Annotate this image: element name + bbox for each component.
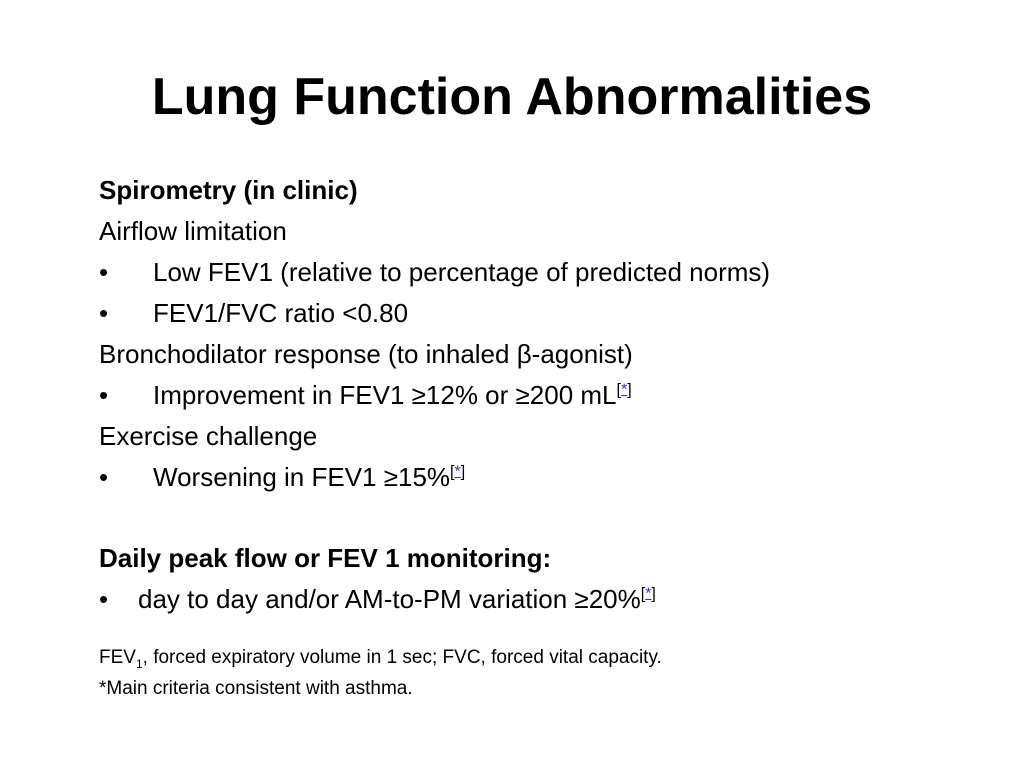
ref-bracket-close: ] xyxy=(651,585,656,603)
ref-bracket-open: [ xyxy=(450,463,455,481)
footnote-definitions: , forced expiratory volume in 1 sec; FVC, forced vital capacity. xyxy=(142,647,662,668)
bullet-icon: • xyxy=(99,584,109,614)
airflow-heading: Airflow limitation xyxy=(99,216,287,246)
bullet-text: day to day and/or AM-to-PM variation ≥20% xyxy=(138,584,641,614)
reference-marker xyxy=(450,463,465,480)
list-item xyxy=(99,579,979,620)
slide-body xyxy=(99,170,979,704)
monitoring-heading: Daily peak flow or FEV 1 monitoring: xyxy=(99,543,552,573)
bullet-text: Low FEV1 (relative to percentage of predicted norms) xyxy=(153,257,771,287)
ref-bracket-open: [ xyxy=(640,585,646,603)
bullet-icon: • xyxy=(99,257,109,287)
list-item xyxy=(99,293,979,334)
footnote-criteria: *Main criteria consistent with asthma. xyxy=(99,678,413,699)
spirometry-heading: Spirometry (in clinic) xyxy=(99,175,358,205)
slide-title: Lung Function Abnormalities xyxy=(151,68,873,126)
footnote-subscript: 1 xyxy=(135,656,143,671)
bullet-icon: • xyxy=(99,462,109,492)
reference-link[interactable]: * xyxy=(645,585,652,603)
reference-link[interactable]: * xyxy=(454,463,461,481)
spacer xyxy=(99,620,979,642)
bullet-icon: • xyxy=(99,298,109,328)
ref-bracket-close: ] xyxy=(627,381,632,399)
bullet-text: Worsening in FEV1 ≥15% xyxy=(153,462,451,492)
footnote-abbreviations xyxy=(99,642,979,673)
list-item xyxy=(99,457,979,498)
ref-bracket-close: ] xyxy=(460,463,466,481)
reference-link[interactable]: * xyxy=(620,381,628,399)
list-item xyxy=(99,375,979,416)
bullet-text: FEV1/FVC ratio <0.80 xyxy=(153,298,409,328)
bullet-icon: • xyxy=(99,380,109,410)
bullet-text: Improvement in FEV1 ≥12% or ≥200 mL xyxy=(153,380,617,410)
reference-marker xyxy=(617,381,632,398)
spacer xyxy=(99,498,979,538)
bronchodilator-heading: Bronchodilator response (to inhaled β-agonist) xyxy=(99,339,633,369)
reference-marker xyxy=(641,585,656,602)
ref-bracket-open: [ xyxy=(616,381,621,399)
footnote-fev: FEV xyxy=(99,647,136,668)
list-item xyxy=(99,252,979,293)
exercise-heading: Exercise challenge xyxy=(99,421,318,451)
